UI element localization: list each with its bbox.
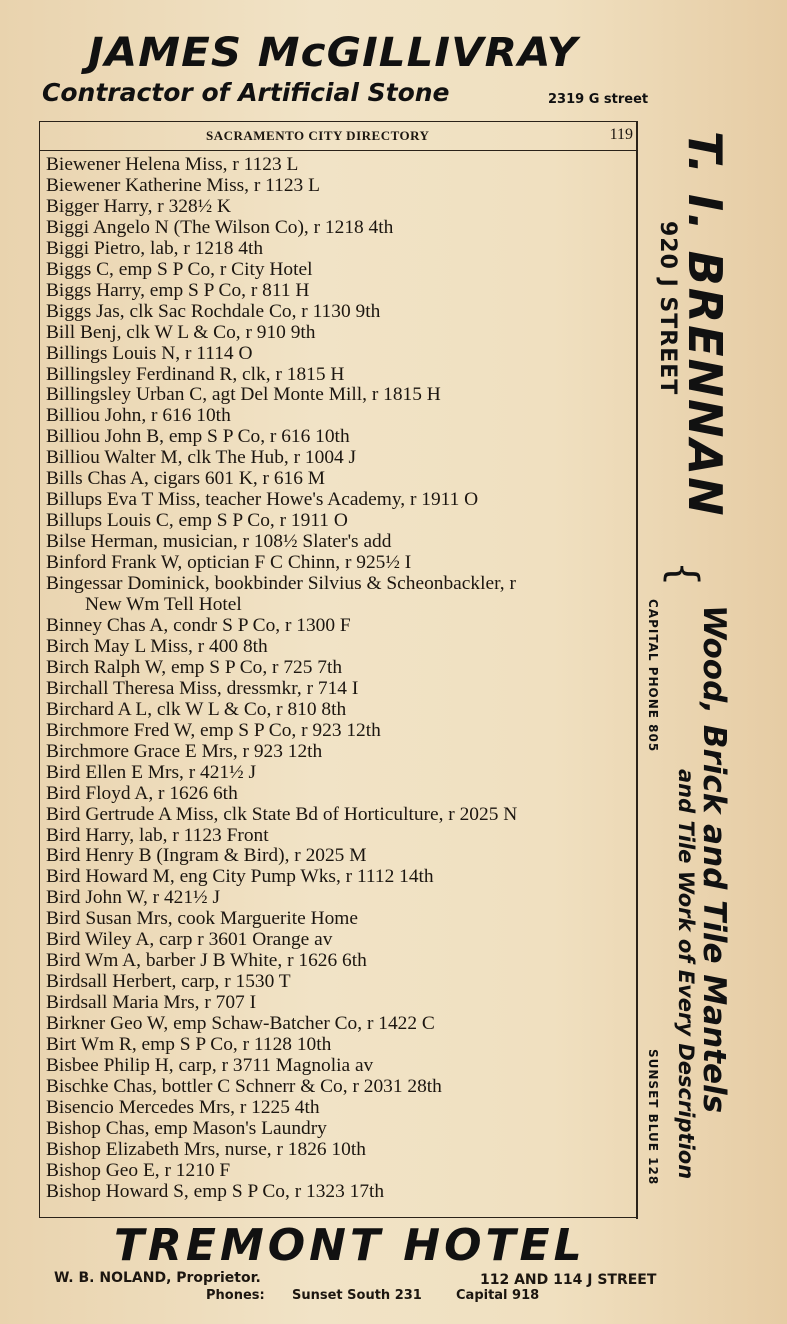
brace-glyph: {	[660, 561, 706, 587]
page-number: 119	[609, 126, 633, 143]
entry-continuation: New Wm Tell Hotel	[85, 594, 242, 616]
entry-text: Bischke Chas, bottler C Schnerr & Co, r 2031 28th	[46, 1075, 442, 1097]
directory-entry	[46, 448, 636, 469]
directory-entry	[46, 302, 636, 323]
entry-text: Binney Chas A, condr S P Co, r 1300 F	[46, 614, 351, 636]
directory-entry	[46, 239, 636, 260]
directory-entry	[46, 867, 636, 888]
entry-text: Bird Gertrude A Miss, clk State Bd of Horticulture, r 2025 N	[46, 803, 518, 825]
entry-text: Bird Henry B (Ingram & Bird), r 2025 M	[46, 845, 367, 867]
entry-text: Bingessar Dominick, bookbinder Silvius & Scheonbackler, r	[46, 573, 516, 595]
directory-entry	[46, 197, 636, 218]
directory-entry	[46, 469, 636, 490]
directory-entry	[46, 658, 636, 679]
directory-entry	[46, 1014, 636, 1035]
entry-text: Billiou John, r 616 10th	[46, 405, 231, 427]
entry-text: Bill Benj, clk W L & Co, r 910 9th	[46, 321, 316, 343]
entry-text: Billiou Walter M, clk The Hub, r 1004 J	[46, 447, 357, 469]
entry-text: Birdsall Maria Mrs, r 707 I	[46, 992, 257, 1014]
entry-text: Bills Chas A, cigars 601 K, r 616 M	[46, 468, 326, 490]
directory-entry	[46, 805, 636, 826]
directory-entry	[46, 1056, 636, 1077]
directory-listing	[39, 121, 637, 1218]
directory-entry	[46, 637, 636, 658]
running-header	[40, 121, 638, 151]
entry-text: Birt Wm R, emp S P Co, r 1128 10th	[46, 1034, 332, 1056]
entry-text: Billings Louis N, r 1114 O	[46, 342, 253, 364]
side-ad-line1: Wood, Brick and Tile Mantels	[696, 605, 732, 1114]
advertiser-address: 2319 G street	[548, 92, 649, 107]
directory-entry	[46, 176, 636, 197]
entry-text: Birch May L Miss, r 400 8th	[46, 635, 268, 657]
directory-entry	[46, 909, 636, 930]
hotel-name: TREMONT HOTEL	[114, 1220, 586, 1271]
entry-text: Bird Wiley A, carp r 3601 Orange av	[46, 929, 333, 951]
directory-entry	[46, 1161, 636, 1182]
directory-entry	[46, 1098, 636, 1119]
directory-entry	[46, 993, 636, 1014]
entry-text: Biggs Jas, clk Sac Rochdale Co, r 1130 9th	[46, 300, 381, 322]
directory-entry	[46, 972, 636, 993]
entry-text: Bishop Howard S, emp S P Co, r 1323 17th	[46, 1180, 385, 1202]
entry-text: Bird Howard M, eng City Pump Wks, r 1112 14th	[46, 866, 434, 888]
phone-sunset: Sunset South 231	[292, 1288, 422, 1303]
directory-entry	[46, 532, 636, 553]
directory-entry	[46, 281, 636, 302]
entry-text: Birkner Geo W, emp Schaw-Batcher Co, r 1422 C	[46, 1013, 435, 1035]
directory-entry	[46, 846, 636, 867]
directory-title: SACRAMENTO CITY DIRECTORY	[206, 128, 430, 143]
directory-entry	[46, 155, 636, 176]
entry-list	[46, 155, 636, 1203]
entry-text: Binford Frank W, optician F C Chinn, r 925½ I	[46, 552, 412, 574]
entry-text: Bird Wm A, barber J B White, r 1626 6th	[46, 950, 367, 972]
phone-capital: Capital 918	[456, 1288, 540, 1303]
entry-text: Biewener Helena Miss, r 1123 L	[46, 154, 299, 175]
entry-text: Biggi Pietro, lab, r 1218 4th	[46, 237, 264, 259]
directory-entry	[46, 721, 636, 742]
directory-entry	[46, 742, 636, 763]
directory-entry	[46, 826, 636, 847]
entry-text: Bird Susan Mrs, cook Marguerite Home	[46, 908, 359, 930]
entry-text: Billingsley Urban C, agt Del Monte Mill, r 1815 H	[46, 384, 441, 406]
entry-text: Bishop Chas, emp Mason's Laundry	[46, 1117, 327, 1139]
entry-text: Billiou John B, emp S P Co, r 616 10th	[46, 426, 350, 448]
directory-entry	[46, 406, 636, 427]
entry-text: Birchmore Grace E Mrs, r 923 12th	[46, 740, 323, 762]
directory-entry	[46, 784, 636, 805]
entry-text: Billups Eva T Miss, teacher Howe's Academy, r 1911 O	[46, 489, 479, 511]
directory-entry	[46, 385, 636, 406]
entry-text: Billups Louis C, emp S P Co, r 1911 O	[46, 510, 348, 532]
entry-text: Biggs Harry, emp S P Co, r 811 H	[46, 279, 310, 301]
capital-phone: CAPITAL PHONE 805	[646, 599, 660, 753]
side-advertisement	[636, 121, 732, 1221]
entry-text: Bisbee Philip H, carp, r 3711 Magnolia av	[46, 1054, 374, 1076]
directory-entry	[46, 1077, 636, 1098]
entry-text: Bird Floyd A, r 1626 6th	[46, 782, 238, 804]
directory-entry	[46, 365, 636, 386]
directory-entry	[46, 490, 636, 511]
directory-entry	[46, 344, 636, 365]
directory-entry	[46, 323, 636, 344]
entry-text: Birchard A L, clk W L & Co, r 810 8th	[46, 698, 347, 720]
proprietor: W. B. NOLAND, Proprietor.	[54, 1270, 261, 1286]
bottom-advertisement	[40, 1218, 740, 1318]
entry-text: Birchmore Fred W, emp S P Co, r 923 12th	[46, 719, 381, 741]
entry-text: Biewener Katherine Miss, r 1123 L	[46, 174, 320, 196]
directory-entry	[46, 679, 636, 700]
hotel-address: 112 AND 114 J STREET	[480, 1272, 657, 1288]
sunset-phone: SUNSET BLUE 128	[646, 1049, 660, 1186]
entry-text: Birchall Theresa Miss, dressmkr, r 714 I	[46, 677, 359, 699]
entry-text: Birch Ralph W, emp S P Co, r 725 7th	[46, 656, 343, 678]
entry-text: Bishop Elizabeth Mrs, nurse, r 1826 10th	[46, 1138, 366, 1160]
directory-entry	[46, 1140, 636, 1161]
directory-entry	[46, 1035, 636, 1056]
side-ad-line2: and Tile Work of Every Description	[674, 769, 698, 1180]
directory-entry	[46, 511, 636, 532]
entry-text: Bird John W, r 421½ J	[46, 887, 220, 909]
directory-entry	[46, 888, 636, 909]
entry-text: Bisencio Mercedes Mrs, r 1225 4th	[46, 1096, 320, 1118]
phones-label: Phones:	[206, 1288, 265, 1303]
directory-entry	[46, 763, 636, 784]
directory-entry	[46, 427, 636, 448]
directory-entry	[46, 553, 636, 574]
directory-entry	[46, 1119, 636, 1140]
entry-text: Birdsall Herbert, carp, r 1530 T	[46, 971, 291, 993]
advertiser-tagline: Contractor of Artificial Stone	[42, 78, 450, 107]
directory-entry	[46, 930, 636, 951]
entry-text: Billingsley Ferdinand R, clk, r 1815 H	[46, 363, 345, 385]
directory-entry	[46, 616, 636, 637]
directory-entry	[46, 574, 636, 616]
top-advertisement	[40, 22, 740, 122]
entry-text: Bird Harry, lab, r 1123 Front	[46, 824, 269, 846]
entry-text: Bilse Herman, musician, r 108½ Slater's add	[46, 531, 392, 553]
side-ad-address: 920 J STREET	[655, 221, 680, 396]
directory-entry	[46, 260, 636, 281]
entry-text: Biggs C, emp S P Co, r City Hotel	[46, 258, 313, 280]
entry-text: Biggi Angelo N (The Wilson Co), r 1218 4th	[46, 216, 394, 238]
entry-text: Bird Ellen E Mrs, r 421½ J	[46, 761, 257, 783]
entry-text: Bishop Geo E, r 1210 F	[46, 1159, 231, 1181]
directory-entry	[46, 218, 636, 239]
divider-line	[636, 121, 638, 1219]
advertiser-name: JAMES McGILLIVRAY	[88, 30, 579, 76]
directory-entry	[46, 700, 636, 721]
directory-entry	[46, 951, 636, 972]
side-ad-name: T. I. BRENNAN	[678, 131, 732, 518]
entry-text: Bigger Harry, r 328½ K	[46, 195, 232, 217]
directory-entry	[46, 1182, 636, 1203]
